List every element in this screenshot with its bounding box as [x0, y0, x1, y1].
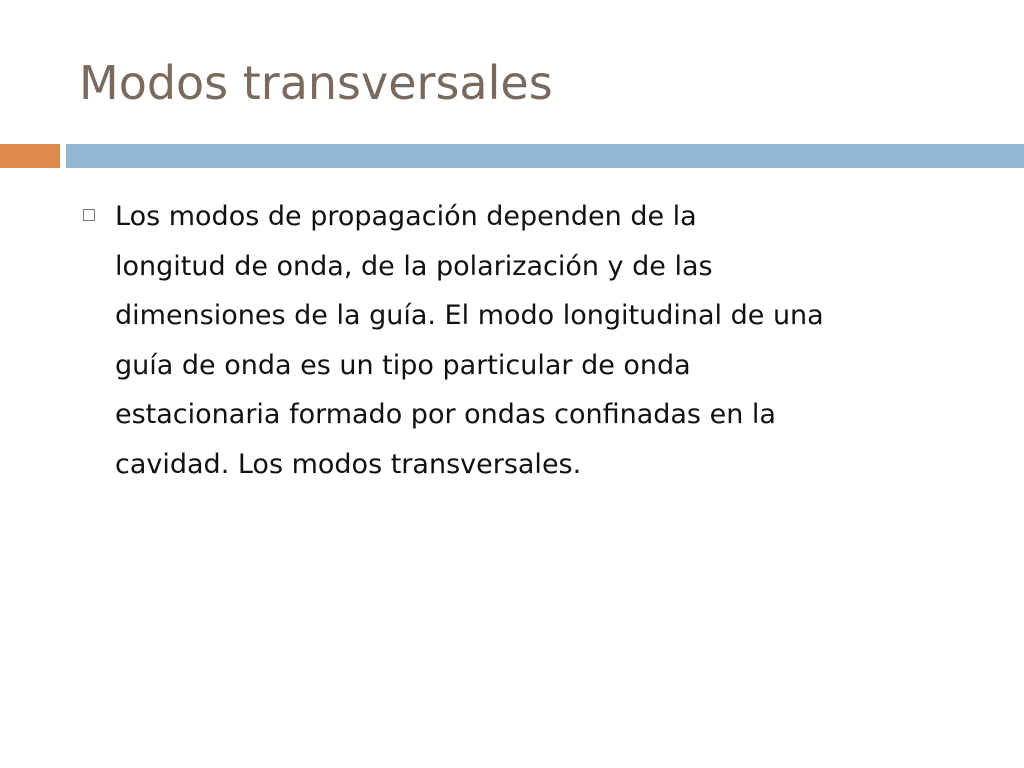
accent-bar-blue — [66, 144, 1024, 168]
accent-bar-orange — [0, 144, 60, 168]
hollow-square-bullet-icon — [83, 209, 95, 221]
bullet-text: Los modos de propagación dependen de la longitud de onda, de la polarización y de las dimensiones de la guía. El modo longitudinal de una guía de onda es un tipo particular de onda estacionaria formado por ondas confinadas en la cavidad. Los modos transversales. — [115, 201, 824, 480]
slide-body — [83, 192, 983, 489]
slide-title: Modos transversales — [79, 56, 553, 110]
bullet-item — [83, 192, 983, 489]
